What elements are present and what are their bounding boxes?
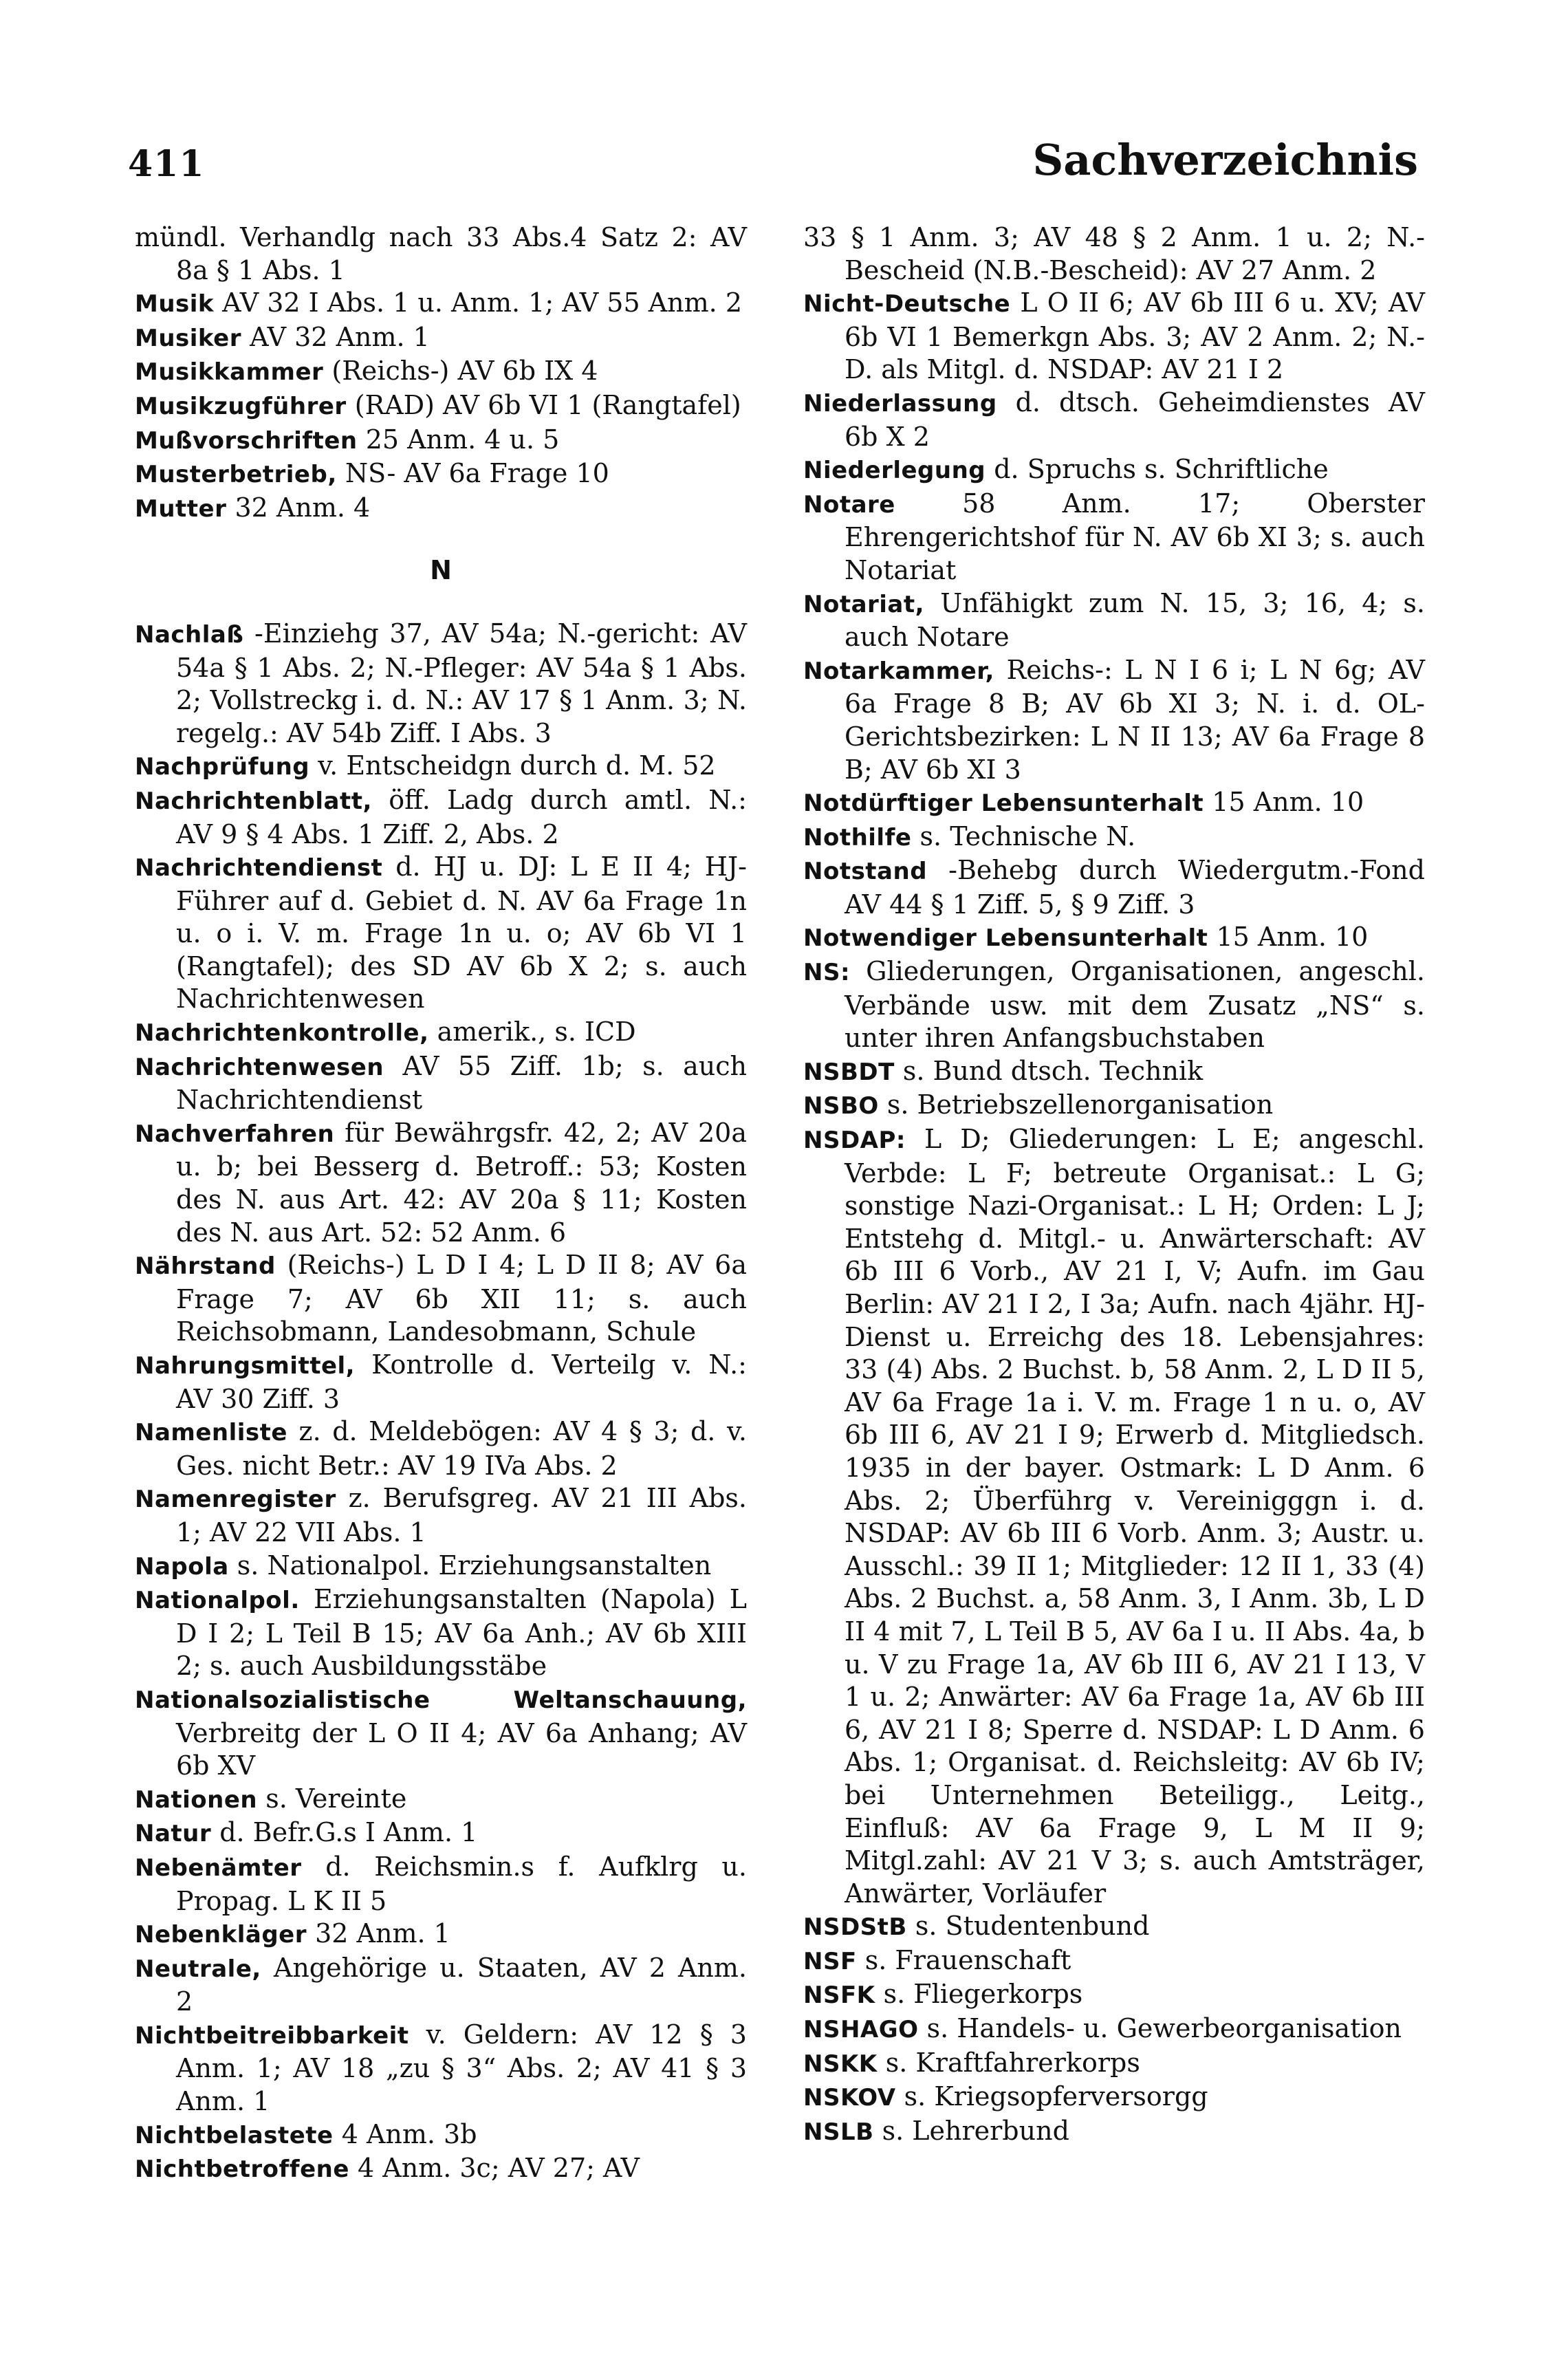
index-entry — [803, 2047, 1425, 2081]
index-entry — [803, 287, 1425, 387]
index-entry — [135, 784, 747, 851]
index-entry-references: s. Kraftfahrerkorps — [885, 2047, 1140, 2078]
index-entry-headword: Nachprüfung — [135, 753, 310, 781]
index-entry — [803, 587, 1425, 654]
index-entry-headword: NSLB — [803, 2118, 874, 2146]
index-entry — [135, 1918, 747, 1952]
index-entry-references: Erziehungsanstalten (Napola) L D I 2; L Teil B 15; AV 6a Anh.; AV 6b XIII 2; s. auch Ausbildungsstäbe — [176, 1584, 747, 1682]
index-entry-references: Verbreitg der L O II 4; AV 6a Anhang; AV 6b XV — [176, 1717, 747, 1781]
index-entry-headword: Notare — [803, 490, 895, 519]
index-entry — [803, 453, 1425, 488]
index-entry-references: z. d. Meldebögen: AV 4 § 3; d. v. Ges. nicht Betr.: AV 19 IVa Abs. 2 — [176, 1416, 747, 1481]
index-entry — [135, 321, 747, 356]
index-entry-headword: NSBDT — [803, 1058, 895, 1086]
index-entry-headword: Musikzugführer — [135, 392, 347, 420]
index-entry-headword: Musikkammer — [135, 358, 324, 387]
index-entry-references: s. Technische N. — [919, 821, 1136, 851]
index-entry — [135, 424, 747, 458]
index-entry — [803, 2081, 1425, 2115]
index-entry — [135, 1816, 747, 1851]
index-entry — [803, 1089, 1425, 1123]
index-entry-headword: Nationen — [135, 1786, 258, 1814]
index-entry-references: d. HJ u. DJ: L E II 4; HJ-Führer auf d. Gebiet d. N. AV 6a Frage 1n u. o i. V. m. Frage 1n u. o; AV 6b VI 1 (Rangtafel); des SD AV 6b X 2; s. auch Nachrichtenwesen — [176, 851, 747, 1014]
index-entries-m — [135, 221, 747, 525]
index-entry-references: 33 § 1 Anm. 3; AV 48 § 2 Anm. 1 u. 2; N.-Bescheid (N.B.-Bescheid): AV 27 Anm. 2 — [803, 222, 1425, 285]
index-entry-headword: NSHAGO — [803, 2016, 919, 2044]
index-entry-references: (RAD) AV 6b VI 1 (Rangtafel) — [354, 389, 741, 420]
index-entry — [803, 1978, 1425, 2012]
index-entry — [803, 654, 1425, 786]
index-entry-headword: Nachlaß — [135, 620, 244, 649]
index-entry-headword: Nachrichtenkontrolle, — [135, 1019, 429, 1048]
index-entry — [803, 1123, 1425, 1910]
index-entry-headword: Notwendiger Lebensunterhalt — [803, 924, 1208, 953]
index-entry-headword: Nichtbelastete — [135, 2121, 334, 2149]
index-entry-headword: Mutter — [135, 495, 227, 523]
index-entry-headword: Nährstand — [135, 1252, 276, 1281]
index-entry — [803, 821, 1425, 855]
index-entry-references: öff. Ladg durch amtl. N.: AV 9 § 4 Abs. 1 Ziff. 2, Abs. 2 — [176, 784, 747, 849]
index-entry — [803, 2012, 1425, 2047]
index-entry-headword: Niederlegung — [803, 457, 986, 485]
index-entry-headword: Namenregister — [135, 1486, 336, 1514]
index-entry-headword: Nahrungsmittel, — [135, 1352, 356, 1380]
index-entry — [135, 1117, 747, 1249]
index-entry-references: d. Spruchs s. Schriftliche — [994, 454, 1329, 485]
index-entry-headword: Mußvorschriften — [135, 426, 358, 455]
index-entry — [135, 287, 747, 321]
index-entry-references: v. Geldern: AV 12 § 3 Anm. 1; AV 18 „zu § 3“ Abs. 2; AV 41 § 3 Anm. 1 — [176, 2019, 747, 2117]
index-entry-headword: Nationalsozialistische Weltanschauung, — [135, 1686, 747, 1714]
index-entry-headword: Namenliste — [135, 1419, 287, 1447]
index-entries-n-continued — [803, 221, 1425, 2149]
index-entry-headword: Notdürftiger Lebensunterhalt — [803, 790, 1204, 818]
index-entry-headword: Natur — [135, 1820, 212, 1848]
index-entry-references: 25 Anm. 4 u. 5 — [365, 424, 560, 455]
index-entry — [803, 854, 1425, 921]
index-entry-references: Angehörige u. Staaten, AV 2 Anm. 2 — [176, 1952, 747, 2017]
index-entry-references: Gliederungen, Organisationen, angeschl. Verbände usw. mit dem Zusatz „NS“ s. unter ihren Anfangsbuchstaben — [845, 956, 1425, 1054]
index-entry — [135, 355, 747, 389]
index-entry — [803, 786, 1425, 821]
index-entry-references: v. Entscheidgn durch d. M. 52 — [318, 750, 716, 781]
index-entry — [803, 955, 1425, 1055]
index-entry-headword: NSDAP: — [803, 1127, 906, 1155]
index-entry-headword: Niederlassung — [803, 389, 997, 417]
index-entry — [135, 1583, 747, 1683]
index-entry — [135, 2019, 747, 2118]
index-entry-references: z. Berufsgreg. AV 21 III Abs. 1; AV 22 VII Abs. 1 — [176, 1483, 747, 1548]
index-entry — [135, 1952, 747, 2019]
right-column — [803, 221, 1425, 2149]
index-entry-headword: Notariat, — [803, 590, 925, 618]
index-entry — [135, 1016, 747, 1050]
index-entry-references: s. Fliegerkorps — [883, 1979, 1083, 2010]
index-entry-references: Unfähigkt zum N. 15, 3; 16, 4; s. auch Notare — [845, 587, 1425, 653]
index-entry-references: amerik., s. ICD — [437, 1017, 636, 1048]
index-entry-headword: Nicht-Deutsche — [803, 290, 1011, 318]
index-entry-headword: Neutrale, — [135, 1955, 261, 1983]
index-entry-references: d. dtsch. Geheimdienstes AV 6b X 2 — [845, 387, 1425, 452]
index-entry-references: s. Studentenbund — [915, 1911, 1150, 1942]
index-entry-references: s. Bund dtsch. Technik — [902, 1055, 1204, 1086]
index-entry — [803, 488, 1425, 587]
index-entry-headword: NSKK — [803, 2050, 878, 2078]
index-entry-references: -Behebg durch Wiedergutm.-Fond AV 44 § 1 Ziff. 5, § 9 Ziff. 3 — [845, 855, 1425, 920]
index-entry-headword: NSDStB — [803, 1913, 907, 1942]
index-entry — [135, 389, 747, 424]
left-column — [135, 221, 747, 2186]
index-entry — [135, 221, 747, 287]
index-entry-references: 4 Anm. 3c; AV 27; AV — [358, 2153, 640, 2184]
index-entry — [135, 492, 747, 526]
index-entry-headword: Nachrichtendienst — [135, 854, 383, 882]
index-entry-headword: Nebenkläger — [135, 1921, 307, 1949]
index-entry-headword: NSKOV — [803, 2084, 896, 2112]
index-entry-headword: Napola — [135, 1552, 229, 1581]
index-entry-references: d. Reichsmin.s f. Aufklrg u. Propag. L K II 5 — [176, 1851, 747, 1916]
index-entry-references: d. Befr.G.s I Anm. 1 — [219, 1817, 478, 1848]
index-entry-references: Reichs-: L N I 6 i; L N 6g; AV 6a Frage 8 B; AV 6b XI 3; N. i. d. OL-Gerichtsbezirken: L N II 13; AV 6a Frage 8 B; AV 6b XI 3 — [845, 654, 1425, 785]
index-entry-headword: Nachrichtenwesen — [135, 1053, 384, 1081]
index-entry-references: AV 32 Anm. 1 — [250, 321, 430, 352]
index-entry-references: L D; Gliederungen: L E; angeschl. Verbde: L F; betreute Organisat.: L G; sonstige Nazi-Organisat.: L H; Orden: L J; Entstehg d. Mitgl.- u. Anwärterschaft: AV 6b III 6 Vorb., AV 21 I, V; Aufn. im Gau Berlin: AV 21 I 2, I 3a; Aufn. nach 4jähr. HJ-Dienst u. Erreichg des 18. Lebensjahres: 33 (4) Abs. 2 Buchst. b, 58 Anm. 2, L D II 5, AV 6a Frage 1a i. V. m. Frage 1 n u. o, AV 6b III 6, AV 21 I 9; Erwerb d. Mitgliedsch. 1935 in der bayer. Ostmark: L D Anm. 6 Abs. 2; Überführg v. Vereinigggn i. d. NSDAP: AV 6b III 6 Vorb. Anm. 3; Austr. u. Ausschl.: 39 II 1; Mitglieder: 12 II 1, 33 (4) Abs. 2 Buchst. a, 58 Anm. 3, I Anm. 3b, L D II 4 mit 7, L Teil B 5, AV 6a I u. II Abs. 4a, b u. V zu Frage 1a, AV 6b III 6, AV 21 I 13, V 1 u. 2; Anwärter: AV 6a Frage 1a, AV 6b III 6, AV 21 I 8; Sperre d. NSDAP: L D Anm. 6 Abs. 1; Organisat. d. Reichsleitg: AV 6b IV; bei Unternehmen Beteiligg., Leitg., Einfluß: AV 6a Frage 9, L M II 9; Mitgl.zahl: AV 21 V 3; s. auch Amtsträger, Anwärter, Vorläufer — [845, 1124, 1425, 1909]
page-number: 411 — [128, 143, 205, 185]
index-entry-references: s. Vereinte — [265, 1783, 407, 1814]
index-entry — [135, 1249, 747, 1349]
index-entry — [803, 221, 1425, 287]
index-entry — [135, 457, 747, 492]
index-entry — [135, 1851, 747, 1918]
index-entry-headword: NSF — [803, 1947, 857, 1975]
index-entry — [803, 1910, 1425, 1944]
index-entry-references: Kontrolle d. Verteilg v. N.: AV 30 Ziff. 3 — [176, 1349, 747, 1414]
index-entry — [135, 1550, 747, 1584]
index-entry-references: AV 32 I Abs. 1 u. Anm. 1; AV 55 Anm. 2 — [222, 287, 743, 318]
index-entry-headword: Nationalpol. — [135, 1587, 300, 1615]
index-entry-headword: Nachrichtenblatt, — [135, 787, 372, 815]
index-entry — [803, 2115, 1425, 2149]
index-entry-headword: Nichtbetroffene — [135, 2156, 349, 2184]
index-entry-references: L O II 6; AV 6b III 6 u. XV; AV 6b VI 1 Bemerkgn Abs. 3; AV 2 Anm. 2; N.-D. als Mitgl. d. NSDAP: AV 21 I 2 — [845, 287, 1425, 385]
index-entry-references: -Einziehg 37, AV 54a; N.-gericht: AV 54a § 1 Abs. 2; N.-Pfleger: AV 54a § 1 Abs. 2; Vollstreckg i. d. N.: AV 17 § 1 Anm. 3; N. regelg.: AV 54b Ziff. I Abs. 3 — [176, 618, 747, 748]
index-entry — [135, 1783, 747, 1817]
index-entry — [135, 1683, 747, 1783]
index-entry-references: 58 Anm. 17; Oberster Ehrengerichtshof für N. AV 6b XI 3; s. auch Notariat — [845, 488, 1425, 585]
index-entry — [803, 387, 1425, 453]
index-entry-headword: Nichtbeitreibbarkeit — [135, 2021, 409, 2050]
index-entry-headword: Notarkammer, — [803, 657, 994, 685]
index-entry-references: s. Nationalpol. Erziehungsanstalten — [237, 1550, 712, 1581]
index-entry — [803, 1055, 1425, 1089]
index-entry-references: s. Kriegsopferversorgg — [904, 2081, 1208, 2112]
index-entry-headword: Nebenämter — [135, 1854, 302, 1882]
index-entry-references: 4 Anm. 3b — [341, 2118, 477, 2149]
index-entry — [135, 1050, 747, 1117]
index-entries-n — [135, 618, 747, 2186]
index-entry-headword: Musiker — [135, 324, 241, 352]
index-entry — [135, 618, 747, 750]
index-entry — [135, 1482, 747, 1549]
index-entry-references: s. Handels- u. Gewerbeorganisation — [926, 2013, 1402, 2044]
index-entry-references: NS- AV 6a Frage 10 — [345, 458, 609, 489]
index-entry-headword: NS: — [803, 959, 851, 987]
index-entry-headword: Musik — [135, 290, 215, 318]
index-entry-references: 32 Anm. 1 — [315, 1918, 450, 1949]
index-entry-references: s. Frauenschaft — [864, 1944, 1071, 1975]
index-entry-references: 15 Anm. 10 — [1212, 787, 1364, 818]
index-entry-headword: Nachverfahren — [135, 1120, 335, 1148]
index-entry-references: 32 Anm. 4 — [235, 492, 371, 523]
section-letter: N — [430, 555, 452, 586]
index-entry-references: für Bewährgsfr. 42, 2; AV 20a u. b; bei Besserg d. Betroff.: 53; Kosten des N. aus Art. 42: AV 20a § 11; Kosten des N. aus Art. 52: 52 Anm. 6 — [176, 1117, 747, 1248]
index-entry — [135, 2118, 747, 2153]
index-entry-headword: NSFK — [803, 1982, 875, 2010]
running-head: Sachverzeichnis — [1032, 135, 1418, 185]
index-entry — [135, 851, 747, 1016]
index-entry-references: 15 Anm. 10 — [1216, 922, 1369, 953]
index-entry-headword: Nothilfe — [803, 823, 912, 851]
index-entry-references: AV 55 Ziff. 1b; s. auch Nachrichtendienst — [176, 1050, 747, 1116]
index-entry-references: mündl. Verhandlg nach 33 Abs.4 Satz 2: AV 8a § 1 Abs. 1 — [135, 222, 747, 285]
index-entry-headword: NSBO — [803, 1092, 879, 1120]
index-entry — [135, 750, 747, 784]
index-entry — [803, 921, 1425, 955]
index-entry-references: s. Lehrerbund — [882, 2115, 1069, 2146]
index-entry-references: (Reichs-) L D I 4; L D II 8; AV 6a Frage 7; AV 6b XII 11; s. auch Reichsobmann, Landesobmann, Schule — [176, 1250, 747, 1347]
index-entry-references: s. Betriebszellenorganisation — [886, 1089, 1274, 1120]
index-entry — [135, 1349, 747, 1415]
index-entry — [135, 2152, 747, 2186]
index-entry-references: (Reichs-) AV 6b IX 4 — [331, 356, 598, 387]
index-entry-headword: Notstand — [803, 858, 928, 886]
index-entry-headword: Musterbetrieb, — [135, 461, 337, 489]
index-entry — [135, 1415, 747, 1482]
index-entry — [803, 1944, 1425, 1979]
